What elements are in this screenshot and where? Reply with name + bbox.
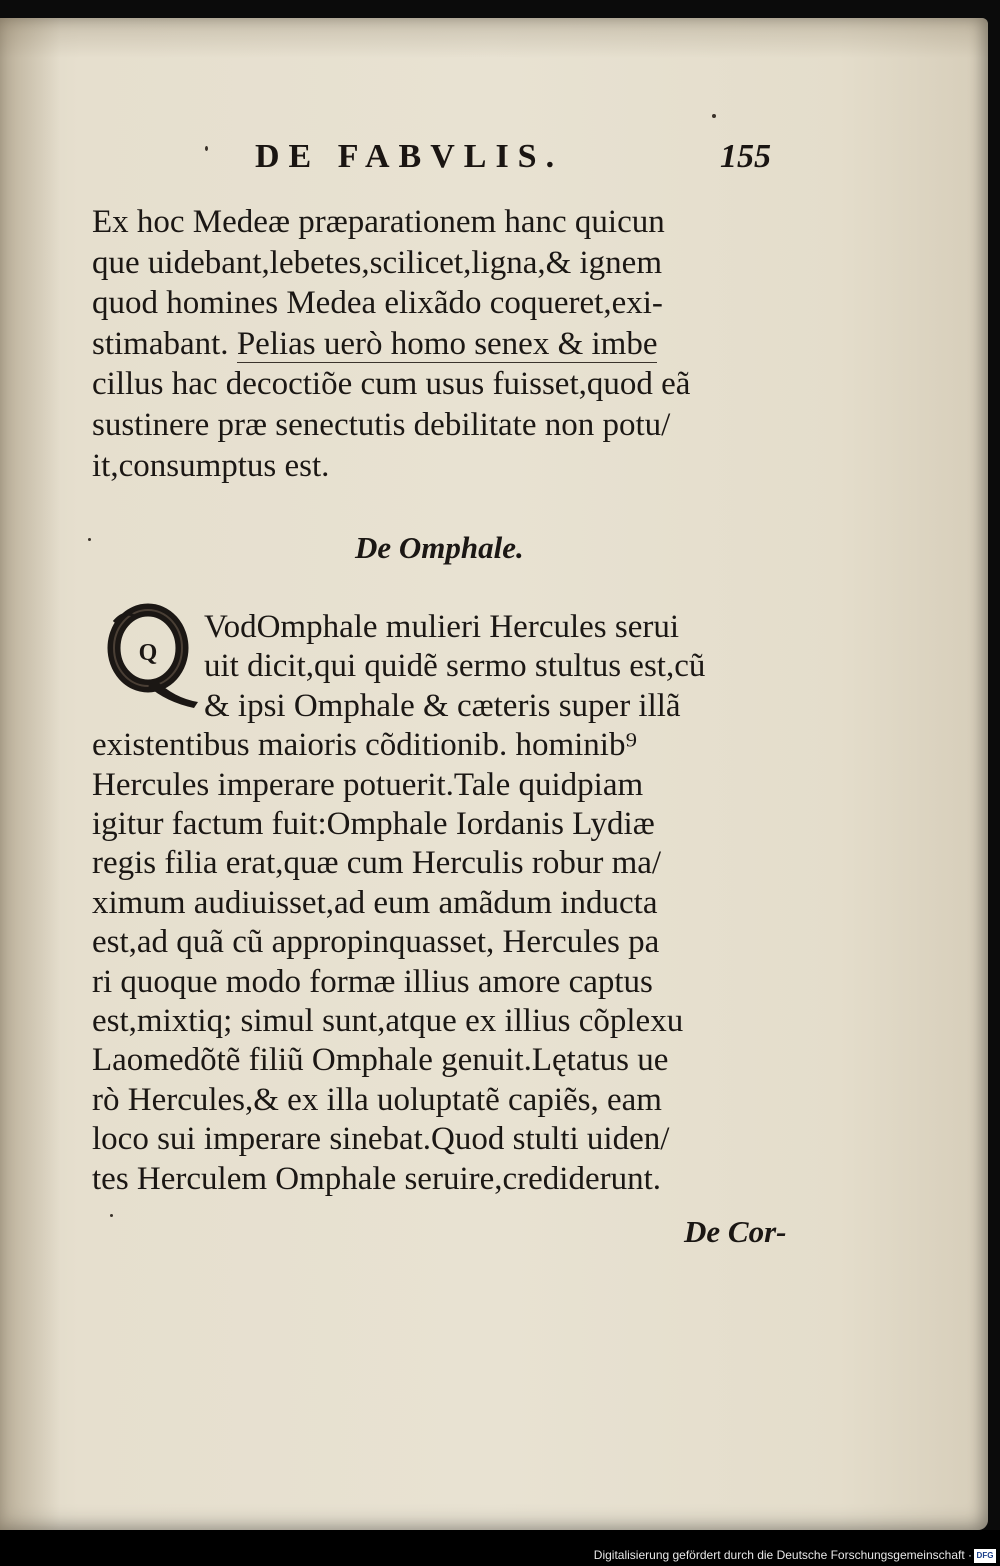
text-line: & ipsi Omphale & cæteris super illã — [204, 687, 681, 724]
folio-number: 155 — [720, 138, 771, 175]
text-line: uit dicit,qui quidẽ sermo stultus est,cũ — [204, 648, 706, 685]
text-line: it,consumptus est. — [92, 447, 330, 484]
catchword: De Cor- — [684, 1214, 787, 1249]
text-line: Laomedõtẽ filiũ Omphale genuit.Lętatus ue — [92, 1042, 669, 1079]
text-line: est,mixtiq; simul sunt,atque ex illius cõplexu — [92, 1003, 684, 1040]
text-line: sustinere præ senectutis debilitate non potu/ — [92, 406, 671, 443]
footer-bar — [0, 1530, 1000, 1566]
paper-speck — [88, 538, 91, 541]
text-line: VodOmphale mulieri Hercules serui — [204, 609, 680, 645]
underlined-text: Pelias uerò homo senex & imbe — [236, 325, 658, 362]
text-line — [92, 324, 792, 365]
text-line: ri quoque modo formæ illius amore captus — [92, 963, 653, 1000]
text-line: cillus hac decoctiõe cum usus fuisset,quod eã — [92, 366, 691, 403]
paragraph-medea — [92, 202, 792, 486]
text-line: regis filia erat,quæ cum Herculis robur ma/ — [92, 845, 662, 882]
text-line: quod homines Medea elixãdo coqueret,exi- — [92, 285, 663, 322]
text-line: Ex hoc Medeæ præparationem hanc quicun — [92, 204, 665, 240]
text-segment: stimabant. — [92, 325, 229, 362]
paragraph-omphale — [92, 608, 792, 1199]
text-line: existentibus maioris cõditionib. hominib⁹ — [92, 727, 637, 764]
initial-letter: Q — [138, 640, 158, 666]
text-line: ximum audiuisset,ad eum amãdum inducta — [92, 884, 658, 921]
text-line: loco sui imperare sinebat.Quod stulti uiden/ — [92, 1121, 670, 1158]
paper-speck — [205, 146, 208, 151]
paper-speck — [712, 114, 716, 118]
text-line: que uidebant,lebetes,scilicet,ligna,& ignem — [92, 244, 662, 281]
running-head: DE FABVLIS. — [255, 138, 564, 175]
text-line: igitur factum fuit:Omphale Iordanis Lydiæ — [92, 806, 655, 843]
text-line: rò Hercules,& ex illa uoluptatẽ capiẽs, eam — [92, 1081, 662, 1118]
section-title: De Omphale. — [355, 530, 524, 565]
digitization-credit: Digitalisierung gefördert durch die Deutsche Forschungsgemeinschaft · — [593, 1548, 972, 1562]
paper-speck — [110, 1214, 113, 1217]
text-line: est,ad quã cũ appropinquasset, Hercules pa — [92, 924, 660, 961]
text-line: Hercules imperare potuerit.Tale quidpiam — [92, 766, 644, 803]
book-page — [0, 18, 988, 1530]
dfg-logo: DFG — [974, 1549, 996, 1563]
text-line: tes Herculem Omphale seruire,crediderunt. — [92, 1160, 662, 1197]
